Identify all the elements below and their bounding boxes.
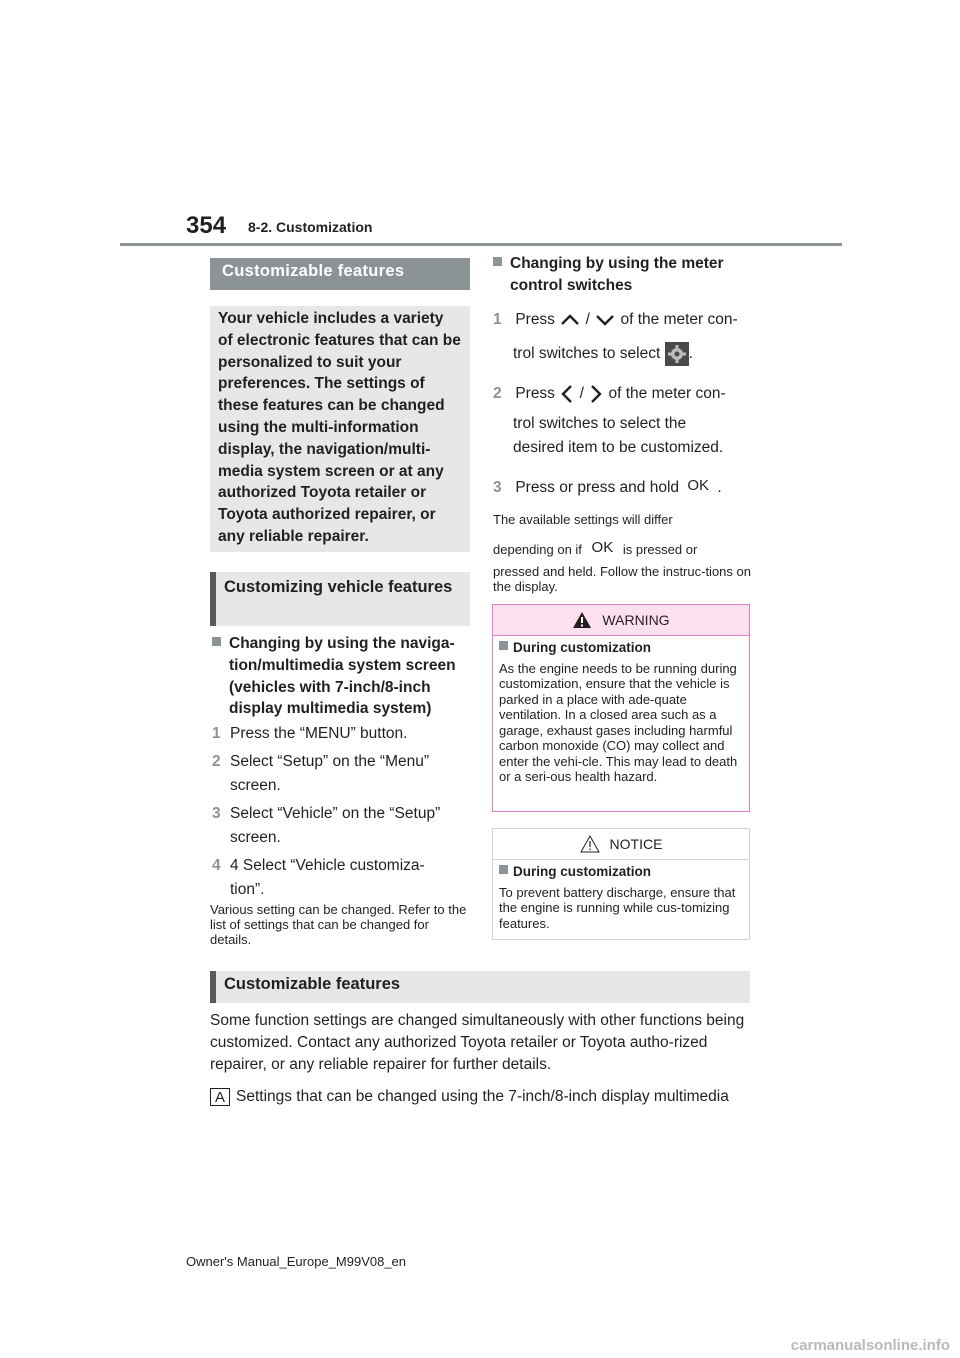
- page-number: 354: [186, 212, 227, 239]
- header-rule: [120, 243, 842, 246]
- subheading-line: (vehicles with 7-inch/8-inch: [229, 678, 431, 696]
- step-text: trol switches to select: [513, 345, 661, 363]
- notice-text: To prevent battery discharge, ensure that the engine is running while cus-tomizing features.: [499, 884, 736, 931]
- note-line: The available settings will differ: [493, 512, 673, 527]
- step-item: [212, 802, 467, 850]
- note-text: depending on if: [493, 542, 582, 557]
- step-text: of the meter con-: [620, 311, 738, 328]
- warning-heading: During customization: [513, 640, 651, 655]
- section-title: Customizable features: [224, 975, 401, 993]
- section-title: Customizing vehicle features: [224, 578, 453, 596]
- step-number: 3: [493, 479, 502, 496]
- ok-button-icon: OK: [591, 539, 614, 556]
- step-item: [212, 750, 467, 798]
- step-number: 3: [212, 805, 221, 822]
- warning-title: WARNING: [602, 612, 670, 628]
- warning-text: As the engine needs to be running during customization, ensure that the vehicle is parked in a place with ade-quate ventilation. In a closed area such as a garage, exhaust gases including harmful carbon monoxide (CO) may collect and enter the vehi-cle. This may lead to death or a seri-ous health hazard.: [499, 660, 738, 784]
- chevron-left-icon: [559, 383, 575, 405]
- footer-text: Owner's Manual_Europe_M99V08_en: [186, 1254, 407, 1269]
- step-number: 1: [212, 725, 221, 742]
- step-number: 1: [493, 311, 502, 328]
- step-text: desired item to be customized.: [513, 439, 724, 456]
- body-paragraph: Some function settings are changed simultaneously with other functions being customized. Contact any authorized Toyota retailer or Toyota autho-rized repairer, or any reliable repairer for further details.: [210, 1012, 745, 1073]
- notice-box: [492, 828, 750, 940]
- meter-steps: [493, 308, 758, 498]
- bullet-square-icon: [493, 257, 502, 266]
- ok-button-icon: OK: [687, 477, 710, 494]
- chevron-down-icon: [594, 313, 616, 327]
- subheading-navigation: [212, 633, 472, 720]
- gear-icon: [665, 342, 689, 366]
- notice-title: NOTICE: [609, 836, 663, 852]
- step-text: Select “Setup” on the “Menu” screen.: [230, 753, 430, 794]
- step-number: 2: [493, 385, 502, 402]
- warning-body: [493, 636, 749, 789]
- subheading-line: tion/multimedia system screen: [229, 656, 456, 674]
- warning-box: [492, 604, 750, 812]
- step-item: [493, 474, 758, 498]
- step-text: of the meter con-: [608, 385, 726, 402]
- bullet-square-icon: [499, 865, 508, 874]
- note-line: [493, 540, 753, 564]
- notice-body: [493, 860, 749, 935]
- section-header-customizable-features-bottom: [210, 971, 750, 1003]
- section-header-customizing: [210, 572, 470, 626]
- settings-text: Settings that can be changed using the 7-inch/8-inch display multimedia: [236, 1088, 729, 1105]
- intro-box: [210, 306, 470, 552]
- step-text: 4 Select “Vehicle customiza-tion”.: [230, 857, 425, 898]
- label-a-icon: A: [210, 1088, 230, 1106]
- step-text: /: [585, 311, 590, 328]
- note-text: is pressed or: [622, 542, 698, 557]
- chapter-title: 8-2. Customization: [248, 219, 373, 235]
- chevron-right-icon: [588, 383, 604, 405]
- bullet-square-icon: [212, 637, 221, 646]
- step-text: Press: [515, 311, 555, 328]
- step-continuation: [493, 342, 758, 382]
- step-text: trol switches to select the: [513, 415, 687, 432]
- settings-line: [210, 1086, 770, 1108]
- subheading-meter: [493, 253, 753, 297]
- step-item: [212, 854, 467, 902]
- subheading-line: Changing by using the naviga-: [229, 635, 455, 652]
- step-item: [493, 308, 758, 342]
- step-text: Press or press and hold: [515, 479, 680, 496]
- intro-text: Your vehicle includes a variety of electronic features that can be personalized to suit your preferences. The settings of these features can be changed using the multi-information display, the navigation/multi-media system screen or at any authorized Toyota retailer or Toyota authorized repairer, or any reliable repairer.: [218, 310, 461, 545]
- step-text: .: [717, 479, 722, 496]
- step-number: 4: [212, 857, 221, 874]
- step-text: Select “Vehicle” on the “Setup” screen.: [230, 805, 441, 846]
- notice-header: [493, 829, 749, 860]
- bullet-square-icon: [499, 641, 508, 650]
- step-text: .: [688, 345, 693, 363]
- warning-triangle-icon: [572, 611, 592, 629]
- section-title: Customizable features: [222, 262, 405, 280]
- warning-header: [493, 605, 749, 636]
- subheading-line: Changing by using the meter: [510, 255, 724, 272]
- step-item: [493, 382, 758, 412]
- step-text: Press: [515, 385, 555, 402]
- left-note: Various setting can be changed. Refer to the list of settings that can be changed for details.: [210, 902, 467, 947]
- subheading-line: control switches: [510, 276, 633, 294]
- subheading-line: display multimedia system): [229, 700, 432, 718]
- step-text: Press the “MENU” button.: [230, 725, 408, 742]
- chevron-up-icon: [559, 313, 581, 327]
- step-list: [212, 722, 467, 902]
- watermark: carmanualsonline.info: [790, 1337, 950, 1354]
- notice-triangle-icon: [580, 835, 600, 853]
- step-number: 2: [212, 753, 221, 770]
- step-text: /: [579, 385, 584, 402]
- note-line: pressed and held. Follow the instruc-tions on the display.: [493, 564, 751, 594]
- step-item: [212, 722, 467, 746]
- right-note: [493, 512, 753, 594]
- section-header-customizable-features: [210, 258, 470, 290]
- notice-heading: During customization: [513, 864, 651, 879]
